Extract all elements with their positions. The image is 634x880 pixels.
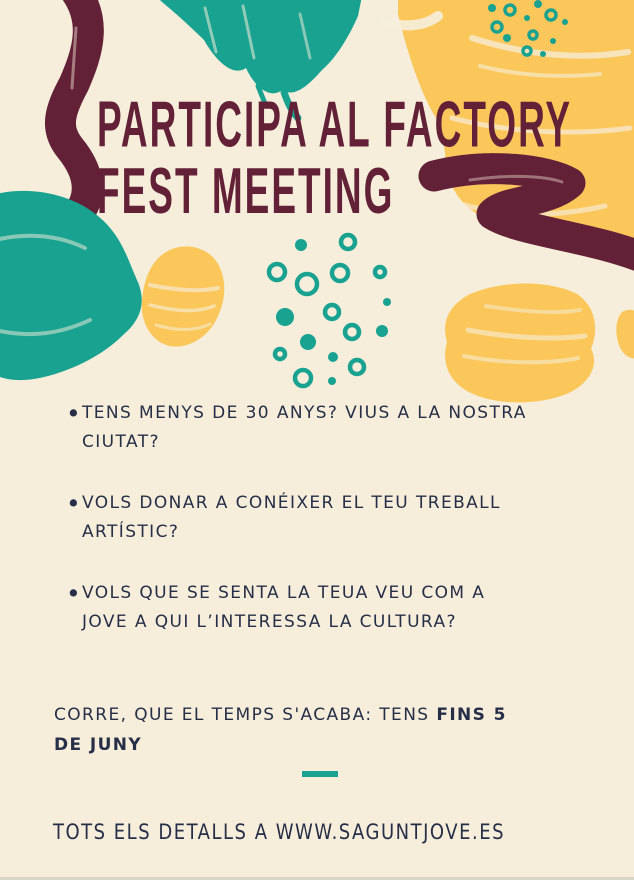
bullet-item-age <box>66 399 527 457</box>
yellow-brush-blob-right-icon <box>445 283 595 402</box>
bullet-dot-icon: • <box>66 399 81 428</box>
poster-title <box>97 88 573 227</box>
deadline-line2: DE JUNY <box>54 735 143 755</box>
deadline-line1: CORRE, QUE EL TEMPS S'ACABA: TENS FINS 5 <box>54 705 507 725</box>
yellow-brush-blob-right-edge-icon <box>616 310 634 359</box>
deadline-bold: FINS 5 <box>436 705 507 725</box>
bullet-dot-icon: • <box>66 579 81 608</box>
bullet-item-artwork <box>66 489 527 547</box>
poster-title-line2: FEST MEETING <box>97 155 395 227</box>
teal-divider-line <box>302 771 338 777</box>
yellow-brush-scribble-icon <box>142 246 225 346</box>
bullet-item-voice <box>66 579 527 637</box>
bullet-text: TENS MENYS DE 30 ANYS? VIUS A LA NOSTRA CIUTAT? <box>82 403 527 452</box>
maroon-brush-squiggle-icon <box>60 0 88 232</box>
bullet-text: VOLS QUE SE SENTA LA TEUA VEU COM A JOVE A QUI L’INTERESSA LA CULTURA? <box>82 583 486 632</box>
bullet-text: VOLS DONAR A CONÉIXER EL TEU TREBALL ARTÍSTIC? <box>82 493 501 542</box>
footer-website-text: TOTS ELS DETALLS A WWW.SAGUNTJOVE.ES <box>53 820 505 846</box>
poster-title-line1: PARTICIPA AL FACTORY <box>97 88 573 161</box>
deadline-text <box>54 700 507 760</box>
bullet-dot-icon: • <box>66 489 81 518</box>
bullet-list <box>66 399 527 669</box>
teal-dots-center-icon <box>269 235 391 386</box>
